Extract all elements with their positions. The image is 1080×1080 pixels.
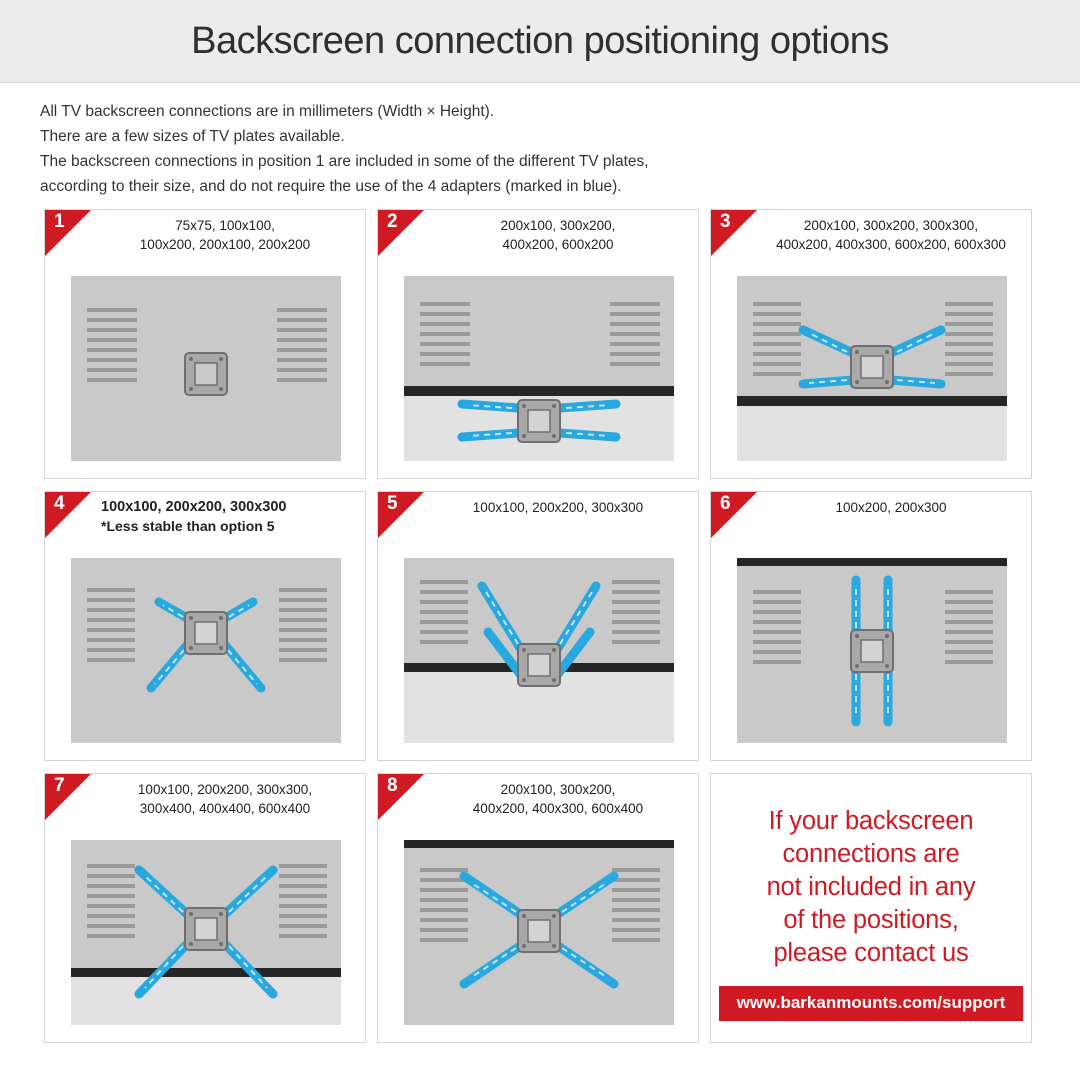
option-card-3 [710,209,1032,479]
corner-ribbon-icon [711,210,757,256]
option-card-2 [377,209,699,479]
contact-line: of the positions, [783,906,959,934]
contact-line: please contact us [773,939,969,967]
caption-line: 75x75, 100x100, [175,218,275,233]
intro-line-1: All TV backscreen connections are in millimeters (Width × Height). [40,103,495,120]
wall-area [737,406,1007,461]
caption-line: 300x400, 400x400, 600x400 [139,801,311,816]
caption-line: 100x100, 200x200, 300x300, [137,782,313,797]
tv-illustration [45,258,365,478]
option-number: 7 [54,775,65,796]
tv-illustration [45,540,365,760]
tv-illustration [711,258,1031,478]
tv-illustration [378,258,698,478]
option-number: 6 [720,493,731,514]
option-card-1 [44,209,366,479]
option-caption [757,216,1025,254]
option-card-8 [377,773,699,1043]
caption-line: 200x100, 300x200, [500,218,616,233]
caption-line: 400x200, 600x200 [502,237,614,252]
caption-line: 400x200, 400x300, 600x200, 600x300 [776,237,1006,252]
caption-line: 100x100, 200x200, 300x300 [472,500,644,515]
option-note: *Less stable than option 5 [101,518,275,534]
tv-edge [737,396,1007,406]
tv-diagram-8 [378,822,699,1043]
tv-illustration [45,822,365,1042]
contact-message [767,805,976,970]
option-number: 4 [54,493,65,514]
tv-body [404,276,674,386]
tv-diagram-7 [45,822,366,1043]
option-number: 1 [54,211,65,232]
support-url-link[interactable]: www.barkanmounts.com/support [719,986,1023,1021]
corner-ribbon-icon [378,492,424,538]
mount-plate [518,644,560,686]
option-number: 3 [720,211,731,232]
mount-plate [851,346,893,388]
tv-illustration [378,540,698,760]
option-card-7 [44,773,366,1043]
caption-line: 100x100, 200x200, 300x300 [101,499,287,515]
option-caption [91,216,359,254]
intro-line-4: according to their size, and do not require the use of the 4 adapters (marked in blue). [40,178,622,195]
option-caption [757,498,1025,517]
mount-plate [518,910,560,952]
caption-line: 400x200, 400x300, 600x400 [472,801,644,816]
tv-diagram-3 [711,258,1032,479]
mount-plate [185,353,227,395]
option-number: 5 [387,493,398,514]
tv-diagram-5 [378,540,699,761]
contact-line: If your backscreen [768,807,974,835]
intro-line-3: The backscreen connections in position 1 are included in some of the different TV plates, [40,153,649,170]
corner-ribbon-icon [711,492,757,538]
option-number: 2 [387,211,398,232]
option-caption [91,780,359,818]
caption-line: 100x200, 200x300 [835,500,947,515]
corner-ribbon-icon [45,210,91,256]
corner-ribbon-icon [378,210,424,256]
tv-edge [404,840,674,848]
contact-card [710,773,1032,1043]
option-caption [424,216,692,254]
option-card-4 [44,491,366,761]
tv-diagram-1 [45,258,366,479]
option-card-6 [710,491,1032,761]
corner-ribbon-icon [45,774,91,820]
intro-line-2: There are a few sizes of TV plates available. [40,128,345,145]
tv-illustration [378,822,698,1042]
mount-plate [518,400,560,442]
page-header [0,0,1080,83]
tv-diagram-4 [45,540,366,761]
contact-line: not included in any [766,873,976,901]
page-title: Backscreen connection positioning options [191,19,889,62]
mount-plate [185,612,227,654]
wall-area [71,977,341,1025]
intro-text [0,83,1080,203]
mount-plate [185,908,227,950]
option-caption [424,780,692,818]
mount-plate [851,630,893,672]
tv-illustration [711,540,1031,760]
option-caption [424,498,692,517]
corner-ribbon-icon [378,774,424,820]
option-card-5 [377,491,699,761]
tv-edge [71,968,341,977]
caption-line: 200x100, 300x200, [500,782,616,797]
caption-line: 200x100, 300x200, 300x300, [803,218,979,233]
tv-diagram-2 [378,258,699,479]
tv-diagram-6 [711,540,1032,761]
option-caption [101,498,359,536]
options-grid [44,209,1032,1043]
caption-line: 100x200, 200x100, 200x200 [139,237,311,252]
tv-edge [404,386,674,396]
tv-edge [737,558,1007,566]
option-number: 8 [387,775,398,796]
contact-line: connections are [782,840,960,868]
corner-ribbon-icon [45,492,91,538]
